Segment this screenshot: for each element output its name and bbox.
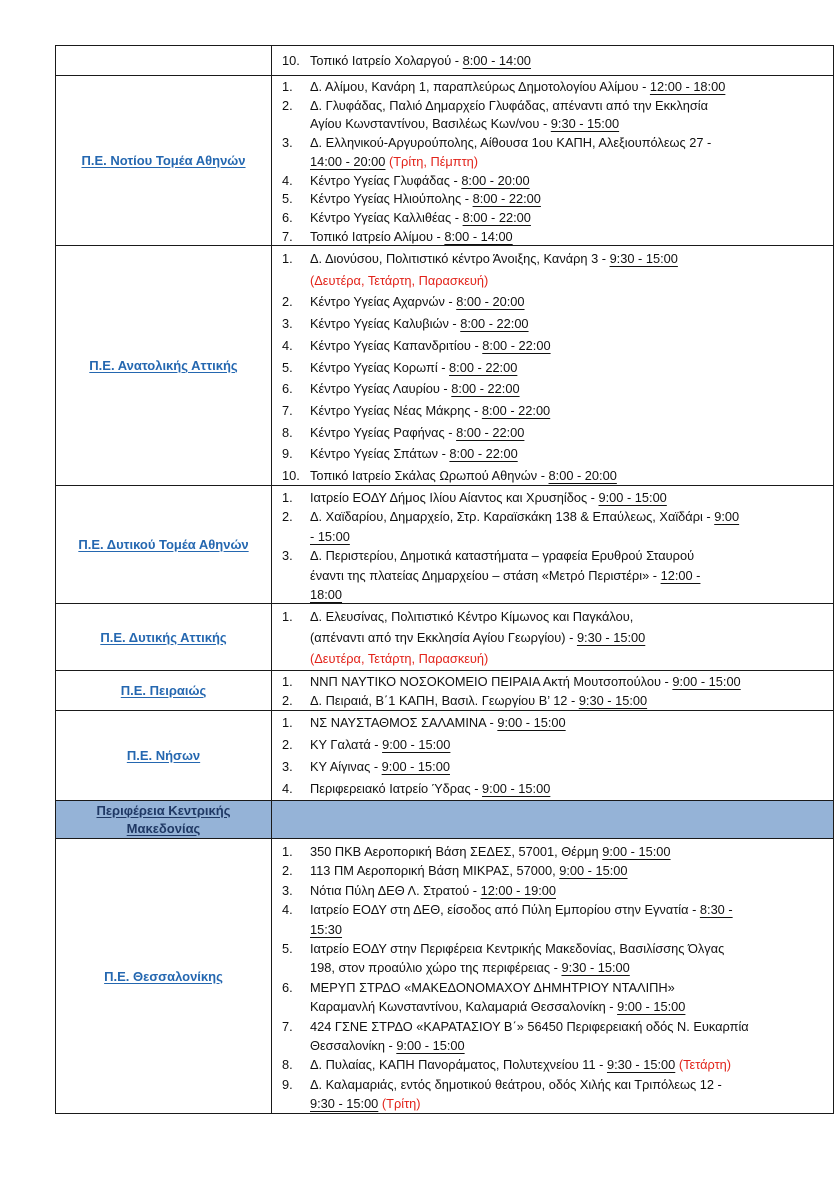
facility-text: Δ. Πειραιά, Β΄1 ΚΑΠΗ, Βασιλ. Γεωργίου Β’ 12 - <box>310 693 579 708</box>
facility-text: Τοπικό Ιατρείο Σκάλας Ωρωπού Αθηνών - <box>310 468 549 484</box>
item-number: 5. <box>282 941 293 957</box>
facility-text: ΝΝΠ ΝΑΥΤΙΚΟ ΝΟΣΟΚΟΜΕΙΟ ΠΕΙΡΑΙΑ Ακτή Μουτσοπούλου - <box>310 674 673 689</box>
opening-hours: 9:30 - 15:00 <box>561 960 630 976</box>
facility-text: Κέντρο Υγείας Καπανδριτίου - <box>310 337 483 353</box>
item-number: 9. <box>282 1076 293 1092</box>
opening-hours: 14:00 - 20:00 <box>310 153 386 169</box>
opening-hours: 8:00 - 22:00 <box>482 337 551 353</box>
facility-item <box>282 465 829 485</box>
facility-item <box>282 49 829 72</box>
item-number: 1. <box>282 844 293 859</box>
section-header-label: Περιφέρεια Κεντρικής Μακεδονίας <box>96 802 231 836</box>
facility-text: Δ. Πυλαίας, ΚΑΠΗ Πανοράματος, Πολυτεχνείου 11 - <box>310 1057 607 1073</box>
region-cell <box>56 604 272 670</box>
item-number: 8. <box>282 424 293 440</box>
opening-hours: 9:30 - 15:00 <box>576 630 646 645</box>
region-link[interactable]: Π.Ε. Θεσσαλονίκης <box>104 968 223 984</box>
facility-item <box>282 881 829 900</box>
opening-hours: 8:00 - 14:00 <box>444 228 513 244</box>
item-number: 4. <box>282 902 293 918</box>
item-number: 4. <box>282 781 293 796</box>
facility-item <box>282 335 829 357</box>
opening-hours: 12:00 - 18:00 <box>649 79 726 94</box>
facility-item <box>282 691 829 710</box>
facility-item <box>282 1075 829 1113</box>
region-cell <box>56 486 272 603</box>
item-number: 4. <box>282 337 293 353</box>
facility-text: Δ. Χαϊδαρίου, Δημαρχείο, Στρ. Καραϊσκάκη 138 & Επαύλεως, Χαϊδάρι - <box>310 509 715 525</box>
region-cell <box>56 671 272 710</box>
facility-item <box>282 134 829 171</box>
opening-hours: 8:00 - 14:00 <box>462 53 531 68</box>
item-number: 2. <box>282 863 293 879</box>
facility-text: Δ. Περιστερίου, Δημοτικά καταστήματα – γραφεία Ερυθρού Σταυρού <box>310 548 695 564</box>
item-number: 2. <box>282 509 293 525</box>
item-number: 9. <box>282 446 293 462</box>
facility-item <box>282 190 829 209</box>
facility-text: Δ. Αλίμου, Κανάρη 1, παραπλεύρως Δημοτολογίου Αλίμου - <box>310 79 650 94</box>
facility-item <box>282 606 829 669</box>
opening-hours: 8:00 - 22:00 <box>472 191 541 207</box>
item-number: 1. <box>282 490 293 505</box>
facility-item <box>282 900 829 939</box>
facility-item <box>282 291 829 313</box>
facility-item <box>282 209 829 228</box>
facility-item <box>282 443 829 465</box>
facility-text: Κέντρο Υγείας Γλυφάδας - <box>310 172 462 188</box>
facility-item <box>282 357 829 379</box>
facility-item <box>282 97 829 134</box>
facility-text: ΜΕΡΥΠ ΣΤΡΔΟ «ΜΑΚΕΔΟΝΟΜΑΧΟΥ ΔΗΜΗΤΡΙΟΥ ΝΤΑΛΙΠΗ» <box>310 979 675 995</box>
facility-text: Ιατρείο ΕΟΔΥ στην Περιφέρεια Κεντρικής Μακεδονίας, Βασιλίσσης Όλγας <box>310 941 725 957</box>
region-cell <box>56 246 272 485</box>
days-note: (Δευτέρα, Τετάρτη, Παρασκευή) <box>310 272 489 288</box>
facilities-cell <box>272 486 833 603</box>
facility-item <box>282 546 829 603</box>
facility-text: 198, στον προαύλιο χώρο της περιφέρειας - <box>310 960 562 976</box>
facility-text: έναντι της πλατείας Δημαρχείου – στάση «Μετρό Περιστέρι» - <box>310 567 661 583</box>
item-number: 7. <box>282 228 293 244</box>
facility-text: Κέντρο Υγείας Καλυβιών - <box>310 316 461 332</box>
opening-hours: 8:00 - 22:00 <box>449 446 518 462</box>
opening-hours: 12:00 - <box>660 567 701 583</box>
facility-item <box>282 1055 829 1074</box>
opening-hours: 9:30 - 15:00 <box>310 1096 379 1112</box>
opening-hours: - 15:00 <box>310 528 350 544</box>
opening-hours: 8:00 - 22:00 <box>481 402 551 418</box>
section-header-row <box>56 801 833 839</box>
facility-text: ΚΥ Αίγινας - <box>310 759 382 774</box>
item-number: 2. <box>282 693 293 708</box>
opening-hours: 9:00 - 15:00 <box>602 844 671 859</box>
facility-item <box>282 422 829 444</box>
facility-text: Αγίου Κωνσταντίνου, Βασιλέως Κων/νου - <box>310 116 551 132</box>
region-cell <box>56 711 272 800</box>
facility-item <box>282 172 829 191</box>
opening-hours: 15:30 <box>310 921 343 937</box>
facility-text: Κέντρο Υγείας Αχαρνών - <box>310 294 457 310</box>
opening-hours: 8:00 - 20:00 <box>456 294 525 310</box>
facilities-cell <box>272 711 833 800</box>
facility-text: Δ. Ελληνικού-Αργυρούπολης, Αίθουσα 1ου ΚΑΠΗ, Αλεξιουπόλεως 27 - <box>310 135 712 151</box>
opening-hours: 9:00 - 15:00 <box>617 999 686 1015</box>
facilities-cell <box>272 76 833 245</box>
facility-item <box>282 756 829 778</box>
days-note: (Τρίτη, Πέμπτη) <box>385 153 479 169</box>
item-number: 10. <box>282 468 300 484</box>
facility-item <box>282 712 829 734</box>
facility-item <box>282 507 829 546</box>
item-number: 2. <box>282 97 293 113</box>
facility-item <box>282 842 829 861</box>
days-note: (Τρίτη) <box>378 1096 421 1112</box>
facility-text: Δ. Καλαμαριάς, εντός δημοτικού θεάτρου, οδός Χιλής και Τριπόλεως 12 - <box>310 1076 722 1092</box>
table-row <box>56 246 833 486</box>
facility-text: Θεσσαλονίκη - <box>310 1038 397 1054</box>
item-number: 1. <box>282 715 293 730</box>
item-number: 5. <box>282 359 293 375</box>
facility-text: Ιατρείο ΕΟΔΥ Δήμος Ιλίου Αίαντος και Χρυσηίδος - <box>310 490 599 505</box>
opening-hours: 8:30 - <box>699 902 733 918</box>
opening-hours: 8:00 - 20:00 <box>461 172 530 188</box>
facility-text: Περιφερειακό Ιατρείο Ύδρας - <box>310 781 483 796</box>
table-row <box>56 604 833 671</box>
opening-hours: 8:00 - 22:00 <box>460 316 529 332</box>
opening-hours: 9:00 - 15:00 <box>672 674 741 689</box>
table-row <box>56 486 833 604</box>
facility-text: 350 ΠΚΒ Αεροπορική Βάση ΣΕΔΕΣ, 57001, Θέρμη <box>310 844 603 859</box>
opening-hours: 8:00 - 20:00 <box>548 468 617 484</box>
item-number: 1. <box>282 79 293 94</box>
facilities-cell <box>272 671 833 710</box>
opening-hours: 9:00 - 15:00 <box>382 737 451 752</box>
item-number: 2. <box>282 737 293 752</box>
facility-text: Κέντρο Υγείας Καλλιθέας - <box>310 209 463 225</box>
facility-text: Κέντρο Υγείας Λαυρίου - <box>310 381 452 397</box>
region-link[interactable]: Π.Ε. Νοτίου Τομέα Αθηνών <box>81 153 246 168</box>
item-number: 6. <box>282 209 293 225</box>
facility-item <box>282 1017 829 1056</box>
opening-hours: 9:00 - 15:00 <box>396 1038 465 1054</box>
item-number: 3. <box>282 882 293 898</box>
facility-text: Κέντρο Υγείας Σπάτων - <box>310 446 450 462</box>
item-number: 3. <box>282 316 293 332</box>
opening-hours: 8:00 - 22:00 <box>449 359 518 375</box>
facility-text: Κέντρο Υγείας Ραφήνας - <box>310 424 457 440</box>
opening-hours: 9:00 <box>714 509 740 525</box>
item-number: 6. <box>282 979 293 995</box>
opening-hours: 8:00 - 22:00 <box>462 209 531 225</box>
table-row <box>56 671 833 711</box>
item-number: 1. <box>282 251 293 266</box>
opening-hours: 9:00 - 15:00 <box>497 715 566 730</box>
facility-item <box>282 228 829 245</box>
facility-text: Νότια Πύλη ΔΕΘ Λ. Στρατού - <box>310 882 481 898</box>
region-link[interactable]: Π.Ε. Πειραιώς <box>120 683 207 698</box>
facilities-cell <box>272 604 833 670</box>
facility-item <box>282 778 829 800</box>
opening-hours: 9:30 - 15:00 <box>578 693 648 708</box>
table-row <box>56 76 833 246</box>
opening-hours: 12:00 - 19:00 <box>480 882 556 898</box>
facility-item <box>282 400 829 422</box>
facility-item <box>282 378 829 400</box>
opening-hours: 9:00 - 15:00 <box>559 863 628 879</box>
item-number: 1. <box>282 674 293 689</box>
facility-text: ΚΥ Γαλατά - <box>310 737 383 752</box>
opening-hours: 9:00 - 15:00 <box>598 490 667 505</box>
facility-text: ΝΣ ΝΑΥΣΤΑΘΜΟΣ ΣΑΛΑΜΙΝΑ - <box>310 715 498 730</box>
opening-hours: 18:00 <box>310 587 343 603</box>
facilities-cell <box>272 801 833 838</box>
facility-item <box>282 313 829 335</box>
facility-item <box>282 939 829 978</box>
item-number: 6. <box>282 381 293 397</box>
item-number: 7. <box>282 1018 293 1034</box>
facilities-cell <box>272 46 833 75</box>
item-number: 3. <box>282 759 293 774</box>
item-number: 7. <box>282 402 293 418</box>
opening-hours: 9:30 - 15:00 <box>550 116 620 132</box>
facility-text: 113 ΠΜ Αεροπορική Βάση ΜΙΚΡΑΣ, 57000, <box>310 863 560 879</box>
days-note: (Δευτέρα, Τετάρτη, Παρασκευή) <box>310 651 489 666</box>
opening-hours: 8:00 - 22:00 <box>451 381 520 397</box>
facility-text: Δ. Γλυφάδας, Παλιό Δημαρχείο Γλυφάδας, απέναντι από την Εκκλησία <box>310 97 709 113</box>
days-note: (Τετάρτη) <box>675 1057 732 1073</box>
schedule-table <box>55 45 834 1114</box>
facility-text: 424 ΓΣΝΕ ΣΤΡΔΟ «ΚΑΡΑΤΑΣΙΟΥ Β΄» 56450 Περιφερειακή οδός Ν. Ευκαρπία <box>310 1018 749 1034</box>
facility-item <box>282 734 829 756</box>
facility-item <box>282 672 829 691</box>
opening-hours: 9:30 - 15:00 <box>606 1057 676 1073</box>
facility-item <box>282 248 829 291</box>
item-number: 3. <box>282 135 293 151</box>
region-link[interactable]: Π.Ε. Νήσων <box>126 748 201 763</box>
item-number: 3. <box>282 548 293 564</box>
facility-item <box>282 861 829 880</box>
facility-item <box>282 978 829 1017</box>
region-link[interactable]: Π.Ε. Ανατολικής Αττικής <box>89 358 238 373</box>
opening-hours: 8:00 - 22:00 <box>456 424 525 440</box>
facility-text: (απέναντι από την Εκκλησία Αγίου Γεωργίου) - <box>310 630 577 645</box>
facility-text: Δ. Διονύσου, Πολιτιστικό κέντρο Άνοιξης, Κανάρη 3 - <box>310 251 610 266</box>
item-number: 1. <box>282 609 293 624</box>
region-cell <box>56 839 272 1113</box>
region-cell <box>56 46 272 75</box>
opening-hours: 9:00 - 15:00 <box>381 759 450 774</box>
facility-text: Κέντρο Υγείας Κορωπί - <box>310 359 450 375</box>
facility-text: Κέντρο Υγείας Νέας Μάκρης - <box>310 402 482 418</box>
item-number: 2. <box>282 294 293 310</box>
item-number: 4. <box>282 172 293 188</box>
item-number: 10. <box>282 53 300 68</box>
region-cell <box>56 801 272 838</box>
table-row <box>56 711 833 801</box>
facility-item <box>282 488 829 507</box>
facility-text: Καραμανλή Κωνσταντίνου, Καλαμαριά Θεσσαλονίκη - <box>310 999 618 1015</box>
facility-text: Τοπικό Ιατρείο Αλίμου - <box>310 228 445 244</box>
facilities-cell <box>272 246 833 485</box>
table-row <box>56 839 833 1113</box>
facility-text: Τοπικό Ιατρείο Χολαργού - <box>310 53 463 68</box>
opening-hours: 9:00 - 15:00 <box>482 781 551 796</box>
facilities-cell <box>272 839 833 1113</box>
region-link[interactable]: Π.Ε. Δυτικής Αττικής <box>100 629 227 645</box>
item-number: 8. <box>282 1057 293 1073</box>
item-number: 5. <box>282 191 293 207</box>
facility-text: Κέντρο Υγείας Ηλιούπολης - <box>310 191 473 207</box>
opening-hours: 9:30 - 15:00 <box>609 251 678 266</box>
region-cell <box>56 76 272 245</box>
facility-text: Δ. Ελευσίνας, Πολιτιστικό Κέντρο Κίμωνος και Παγκάλου, <box>310 609 634 624</box>
table-row <box>56 46 833 76</box>
facility-text: Ιατρείο ΕΟΔΥ στη ΔΕΘ, είσοδος από Πύλη Εμπορίου στην Εγνατία - <box>310 902 700 918</box>
facility-item <box>282 78 829 97</box>
region-link[interactable]: Π.Ε. Δυτικού Τομέα Αθηνών <box>78 537 249 552</box>
